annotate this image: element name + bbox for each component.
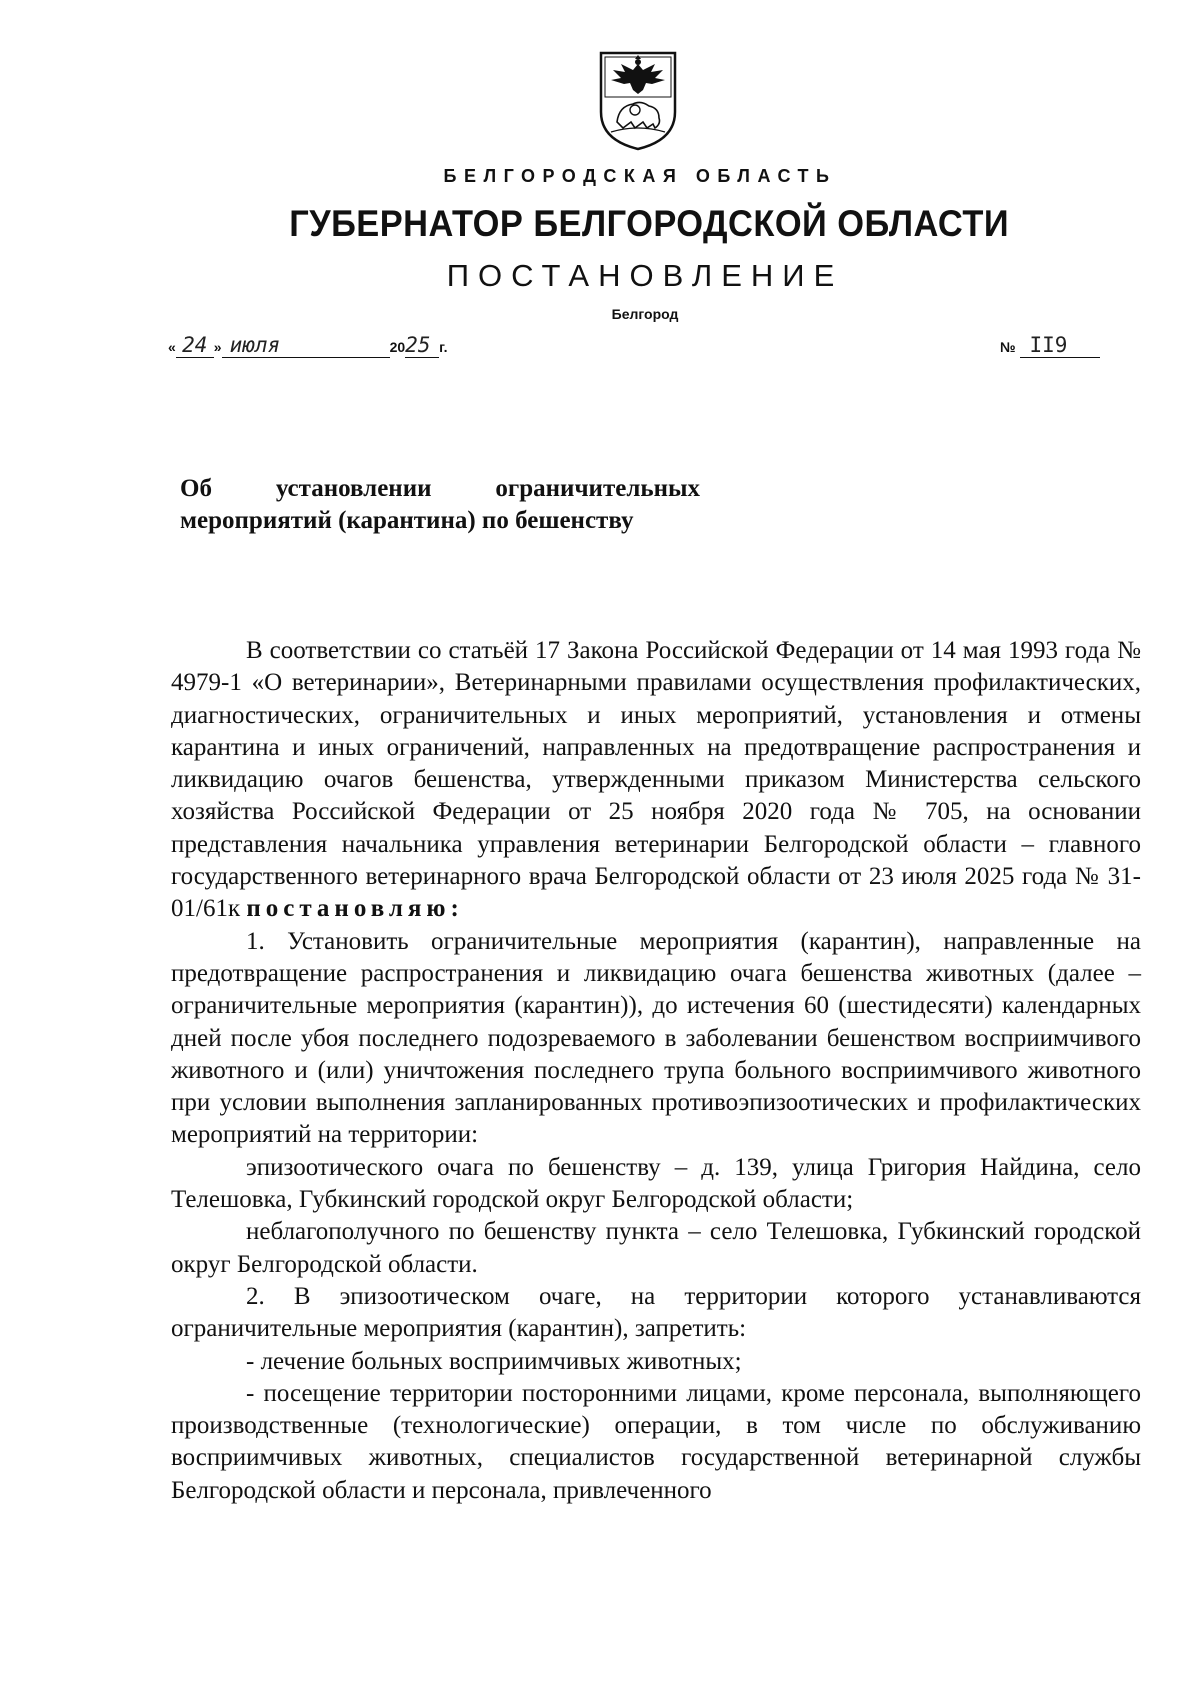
- document-subject: [180, 473, 700, 537]
- number-label: №: [1000, 339, 1016, 355]
- date-day: 24: [176, 333, 214, 358]
- date-month: июля: [222, 333, 390, 358]
- clause-2-item-2: - посещение территории посторонними лицами, кроме персонала, выполняющего производственные (технологические) операции, в том числе по обслуживанию восприимчивых животных, специалистов государственной ветеринарной службы Белгородской области и персонала, привлеченного: [171, 1379, 1141, 1504]
- clause-2-paragraph: 2. В эпизоотическом очаге, на территории которого устанавливаются ограничительные мероприятия (карантин), запретить:: [171, 1282, 1141, 1343]
- preamble-paragraph: [171, 635, 1141, 926]
- region-name: БЕЛГОРОДСКАЯ ОБЛАСТЬ: [443, 166, 837, 186]
- document-body: [171, 635, 1141, 1507]
- number-value: II9: [1020, 333, 1100, 358]
- clause-2-item-1: - лечение больных восприимчивых животных;: [246, 1347, 742, 1375]
- document-number: [1000, 333, 1100, 358]
- issue-city: Белгород: [611, 306, 679, 322]
- date-close-quote: »: [213, 339, 222, 355]
- date-year-prefix: 20: [389, 339, 406, 355]
- clause-1-point-paragraph: неблагополучного по бешенству пункта – село Телешовка, Губкинский городской округ Белгородской области.: [171, 1218, 1141, 1278]
- document-date: [168, 333, 448, 358]
- date-year-mark: г.: [439, 339, 448, 355]
- date-year-suffix: 25: [405, 333, 439, 358]
- subject-line-1: Об установлении ограничительных: [180, 475, 700, 502]
- clause-1-focus-paragraph: эпизоотического очага по бешенству – д. 139, улица Григория Найдина, село Телешовка, Губкинский городской округ Белгородской области;: [171, 1153, 1141, 1214]
- subject-line-2: мероприятий (карантина) по бешенству: [180, 507, 634, 534]
- date-open-quote: «: [168, 339, 176, 355]
- coat-of-arms-icon: [597, 50, 679, 152]
- document-type: ПОСТАНОВЛЕНИЕ: [446, 258, 844, 293]
- decree-word: постановляю:: [246, 895, 464, 923]
- preamble-text: В соответствии со статьёй 17 Закона Российской Федерации от 14 мая 1993 года № 4979-1 «О ветеринарии», Ветеринарными правилами осуществления профилактических, диагностических, ограничительных и иных мероприятий, установления и отмены карантина и иных ограничений, направленных на предотвращение распространения и ликвидацию очагов бешенства, утвержденными приказом Министерства сельского хозяйства Российской Федерации от 25 ноября 2020 года № 705, на основании представления начальника управления ветеринарии Белгородской области – главного государственного ветеринарного врача Белгородской области от 23 июля 2025 года № 31-01/61к: [171, 637, 1141, 923]
- authority-title: ГУБЕРНАТОР БЕЛГОРОДСКОЙ ОБЛАСТИ: [289, 203, 1010, 244]
- clause-1-paragraph: 1. Установить ограничительные мероприятия (карантин), направленные на предотвращение распространения и ликвидацию очага бешенства животных (далее – ограничительные мероприятия (карантин)), до истечения 60 (шестидесяти) календарных дней после убоя последнего подозреваемого в заболевании бешенством восприимчивого животного и (или) уничтожения последнего трупа больного восприимчивого животного при условии выполнения запланированных противоэпизоотических и профилактических мероприятий на территории:: [171, 927, 1141, 1149]
